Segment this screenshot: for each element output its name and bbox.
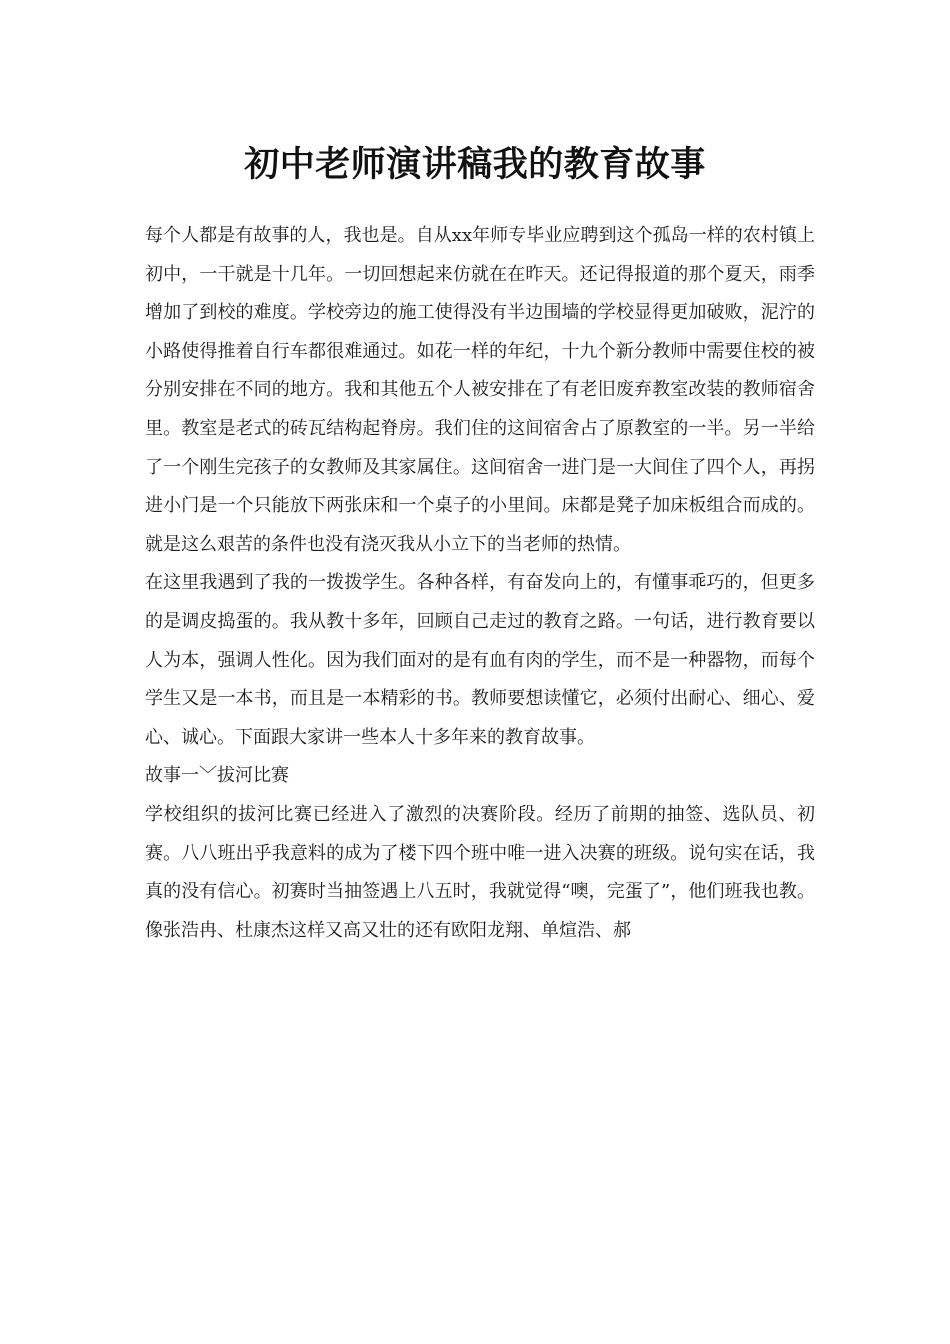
paragraph-story-one: 学校组织的拔河比赛已经进入了激烈的决赛阶段。经历了前期的抽签、选队员、初赛。八八班出乎我意料的成为了楼下四个班中唯一进入决赛的班级。说句实在话，我真的没有信心。初赛时当抽签遇上八五时，我就觉得“噢，完蛋了”，他们班我也教。像张浩冉、杜康杰这样又高又壮的还有欧阳龙翔、单煊浩、郝 xyxy=(145,803,815,941)
document-title: 初中老师演讲稿我的教育故事 xyxy=(244,144,706,186)
section-heading-story-one: 故事一﹀拔河比赛 xyxy=(145,765,289,787)
document-body xyxy=(145,217,815,950)
paragraph-intro: 每个人都是有故事的人，我也是。自从xx年师专毕业应聘到这个孤岛一样的农村镇上初中，一干就是十几年。一切回想起来仿就在在昨天。还记得报道的那个夏天，雨季增加了到校的难度。学校旁边的施工使得没有半边围墙的学校显得更加破败，泥泞的小路使得推着自行车都很难通过。如花一样的年纪，十九个新分教师中需要住校的被分别安排在不同的地方。我和其他五个人被安排在了有老旧废弃教室改装的教师宿舍里。教室是老式的砖瓦结构起脊房。我们住的这间宿舍占了原教室的一半。另一半给了一个刚生完孩子的女教师及其家属住。这间宿舍一进门是一大间住了四个人，再拐进小门是一个只能放下两张床和一个桌子的小里间。床都是凳子加床板组合而成的。就是这么艰苦的条件也没有浇灭我从小立下的当老师的热情。 xyxy=(145,225,815,555)
paragraph-reflection: 在这里我遇到了我的一拨拨学生。各种各样，有奋发向上的，有懂事乖巧的，但更多的是调皮捣蛋的。我从教十多年，回顾自己走过的教育之路。一句话，进行教育要以人为本，强调人性化。因为我们面对的是有血有肉的学生，而不是一种器物，而每个学生又是一本书，而且是一本精彩的书。教师要想读懂它，必须付出耐心、细心、爱心、诚心。下面跟大家讲一些本人十多年来的教育故事。 xyxy=(145,572,815,748)
